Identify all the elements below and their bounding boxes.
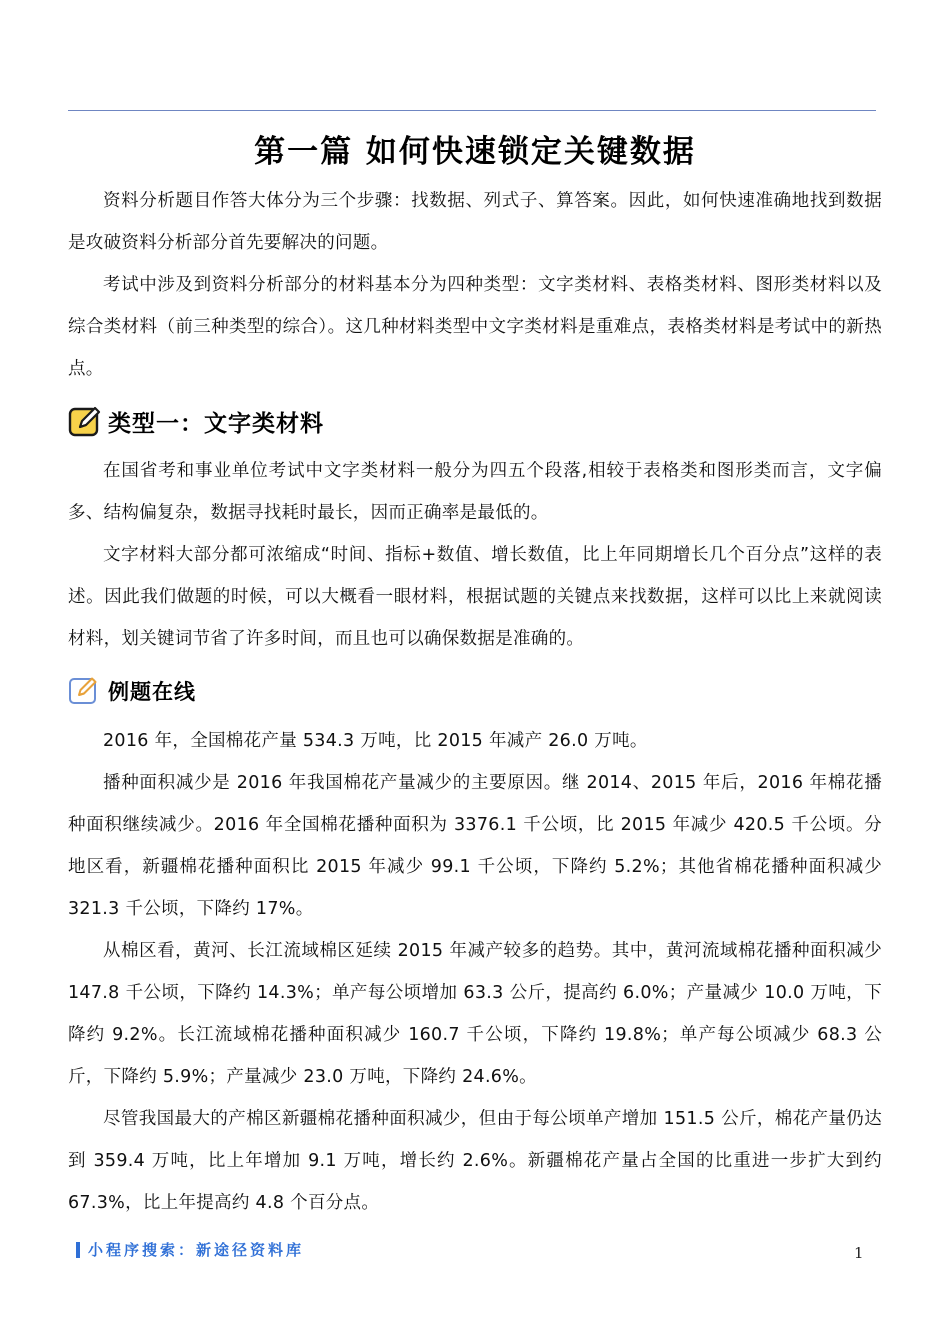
example-heading-label: 例题在线 <box>108 680 196 704</box>
example-paragraph-2: 播种面积减少是 2016 年我国棉花产量减少的主要原因。继 2014、2015 年后，2016 年棉花播种面积继续减少。2016 年全国棉花播种面积为 3376.1 千公顷，比 2015 年减少 420.5 千公顷。分地区看，新疆棉花播种面积比 2015 年减少 99.1 千公顷，下降约 5.2%；其他省棉花播种面积减少 321.3 千公顷，下降约 17%。 <box>68 773 882 919</box>
section-heading-text-materials <box>68 396 882 446</box>
section1-paragraph-2: 文字材料大部分都可浓缩成“时间、指标+数值、增长数值，比上年同期增长几个百分点”这样的表述。因此我们做题的时候，可以大概看一眼材料，根据试题的关键点来找数据，这样可以比上来就阅读材料，划关键词节省了许多时间，而且也可以确保数据是准确的。 <box>68 545 882 649</box>
example-paragraph-1: 2016 年，全国棉花产量 534.3 万吨，比 2015 年减产 26.0 万吨。 <box>103 731 648 751</box>
footer-text: 小程序搜索：新途径资料库 <box>88 1241 305 1259</box>
example-paragraph-3: 从棉区看，黄河、长江流域棉区延续 2015 年减产较多的趋势。其中，黄河流域棉花播种面积减少 147.8 千公顷，下降约 14.3%；单产每公顷增加 63.3 公斤，提高约 6.0%；产量减少 10.0 万吨，下降约 9.2%。长江流域棉花播种面积减少 160.7 千公顷，下降约 19.8%；单产每公顷减少 68.3 公斤，下降约 5.9%；产量减少 23.0 万吨，下降约 24.6%。 <box>68 941 882 1087</box>
page-number: 1 <box>854 1244 864 1262</box>
example-paragraph-4: 尽管我国最大的产棉区新疆棉花播种面积减少，但由于每公顷单产增加 151.5 公斤，棉花产量仍达到 359.4 万吨，比上年增加 9.1 万吨，增长约 2.6%。新疆棉花产量占全国的比重进一步扩大到约 67.3%，比上年提高约 4.8 个百分点。 <box>68 1109 882 1213</box>
intro-paragraph-1: 资料分析题目作答大体分为三个步骤：找数据、列式子、算答案。因此，如何快速准确地找到数据是攻破资料分析部分首先要解决的问题。 <box>68 191 882 253</box>
example-heading <box>68 666 882 716</box>
pencil-note-icon <box>68 674 102 708</box>
page-title: 第一篇 如何快速锁定关键数据 <box>254 134 696 170</box>
section1-paragraph-1: 在国省考和事业单位考试中文字类材料一般分为四五个段落,相较于表格类和图形类而言，文字偏多、结构偏复杂，数据寻找耗时最长，因而正确率是最低的。 <box>68 461 882 523</box>
document-body <box>68 180 882 1224</box>
footer-bar-mark <box>76 1242 80 1258</box>
intro-paragraph-2: 考试中涉及到资料分析部分的材料基本分为四种类型：文字类材料、表格类材料、图形类材料以及综合类材料（前三种类型的综合）。这几种材料类型中文字类材料是重难点，表格类材料是考试中的新热点。 <box>68 275 882 379</box>
top-divider <box>68 110 876 111</box>
edit-note-icon <box>68 404 102 438</box>
section-heading-label: 类型一：文字类材料 <box>108 410 324 437</box>
footer-promo <box>76 1239 304 1260</box>
